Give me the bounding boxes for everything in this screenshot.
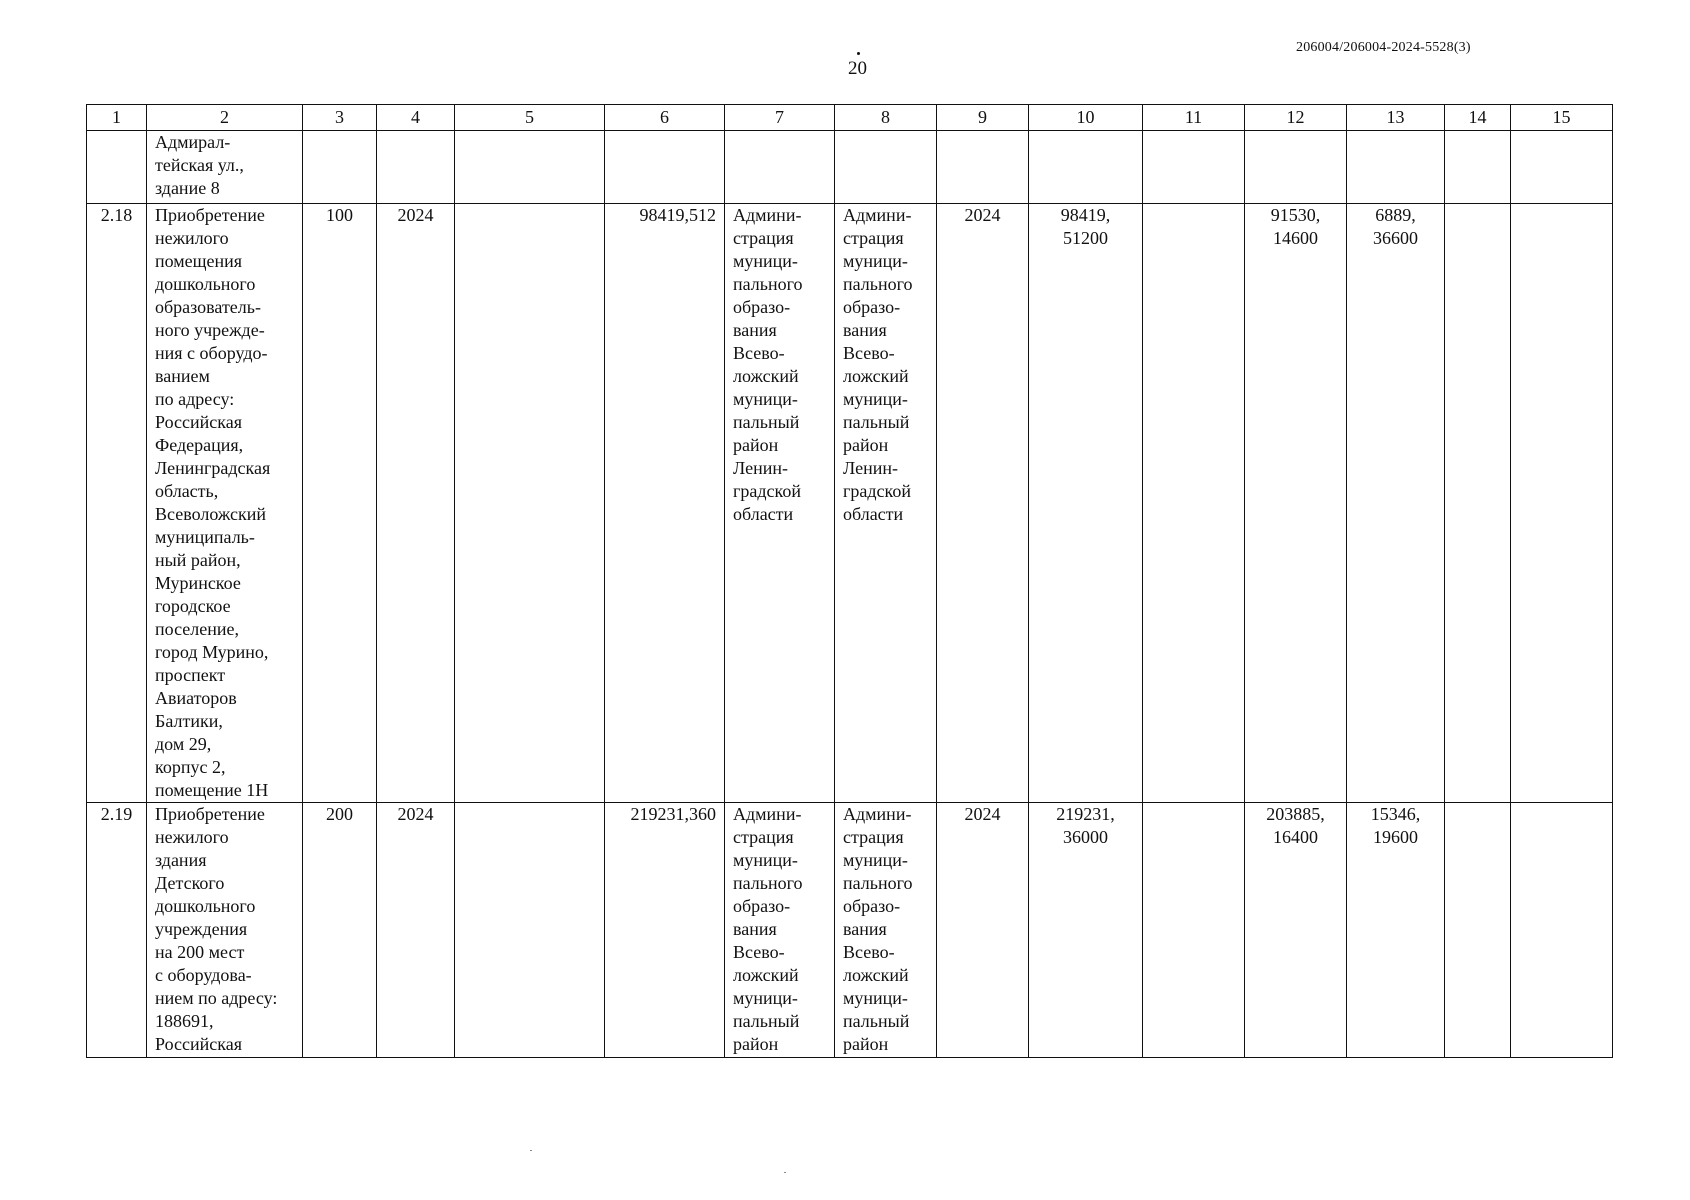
table-row [87, 803, 1613, 1058]
document-registration-number: 206004/206004-2024-5528(3) [1296, 40, 1471, 55]
table-cell [1245, 131, 1347, 204]
recipient-cell: Админи- страция муници- пального образо- вания Всево- ложский муници- пальный район Ленин- градской области [835, 204, 937, 803]
year-cell: 2024 [377, 803, 455, 1058]
table-cell [1445, 803, 1511, 1058]
capacity-cell: 100 [303, 204, 377, 803]
table-cell [455, 803, 605, 1058]
data-table [86, 104, 1613, 1058]
total-amount-cell: 219231, 36000 [1029, 803, 1143, 1058]
table-cell [377, 131, 455, 204]
column-header: 12 [1245, 105, 1347, 131]
column-header: 7 [725, 105, 835, 131]
column-header: 11 [1143, 105, 1245, 131]
column-number-header-row [87, 105, 1613, 131]
table-cell [605, 131, 725, 204]
client-cell: Админи- страция муници- пального образо- вания Всево- ложский муници- пальный район [725, 803, 835, 1058]
table-row-continuation [87, 131, 1613, 204]
financing-year-cell: 2024 [937, 204, 1029, 803]
cost-cell: 219231,360 [605, 803, 725, 1058]
regional-budget-cell: 91530, 14600 [1245, 204, 1347, 803]
cost-cell: 98419,512 [605, 204, 725, 803]
table-cell [455, 131, 605, 204]
year-cell: 2024 [377, 204, 455, 803]
recipient-cell: Админи- страция муници- пального образо- вания Всево- ложский муници- пальный район [835, 803, 937, 1058]
row-number-cell [87, 131, 147, 204]
table-cell [1347, 131, 1445, 204]
table-cell [303, 131, 377, 204]
table-cell [455, 204, 605, 803]
column-header: 6 [605, 105, 725, 131]
column-header: 1 [87, 105, 147, 131]
object-name-cell: Приобретение нежилого помещения дошкольного образователь- ного учрежде- ния с оборудо- ванием по адресу: Российская Федерация, Ленинградская область, Всеволожский муниципаль- ный район, Муринское городское поселение, город Мурино, проспект Авиаторов Балтики, дом 29, корпус 2, помещение 1Н [147, 204, 303, 803]
column-header: 14 [1445, 105, 1511, 131]
object-name-cell: Адмирал- тейская ул., здание 8 [147, 131, 303, 204]
table-cell [835, 131, 937, 204]
table-row [87, 204, 1613, 803]
local-budget-cell: 15346, 19600 [1347, 803, 1445, 1058]
column-header: 9 [937, 105, 1029, 131]
table-cell [1143, 131, 1245, 204]
scan-speck [530, 1150, 532, 1151]
capacity-cell: 200 [303, 803, 377, 1058]
column-header: 3 [303, 105, 377, 131]
table-cell [1445, 131, 1511, 204]
column-header: 15 [1511, 105, 1613, 131]
table-cell [937, 131, 1029, 204]
table-cell [1511, 803, 1613, 1058]
row-number-cell: 2.19 [87, 803, 147, 1058]
regional-budget-cell: 203885, 16400 [1245, 803, 1347, 1058]
column-header: 2 [147, 105, 303, 131]
table-cell [1143, 204, 1245, 803]
financing-year-cell: 2024 [937, 803, 1029, 1058]
total-amount-cell: 98419, 51200 [1029, 204, 1143, 803]
column-header: 4 [377, 105, 455, 131]
object-name-cell: Приобретение нежилого здания Детского дошкольного учреждения на 200 мест с оборудова- нием по адресу: 188691, Российская [147, 803, 303, 1058]
table-cell [1511, 131, 1613, 204]
table-cell [1029, 131, 1143, 204]
column-header: 13 [1347, 105, 1445, 131]
column-header: 8 [835, 105, 937, 131]
table-cell [725, 131, 835, 204]
page-number: 20 [848, 58, 867, 79]
local-budget-cell: 6889, 36600 [1347, 204, 1445, 803]
column-header: 5 [455, 105, 605, 131]
client-cell: Админи- страция муници- пального образо- вания Всево- ложский муници- пальный район Ленин- градской области [725, 204, 835, 803]
scan-speck [784, 1172, 786, 1173]
row-number-cell: 2.18 [87, 204, 147, 803]
table-cell [1445, 204, 1511, 803]
table-cell [1511, 204, 1613, 803]
table-cell [1143, 803, 1245, 1058]
column-header: 10 [1029, 105, 1143, 131]
